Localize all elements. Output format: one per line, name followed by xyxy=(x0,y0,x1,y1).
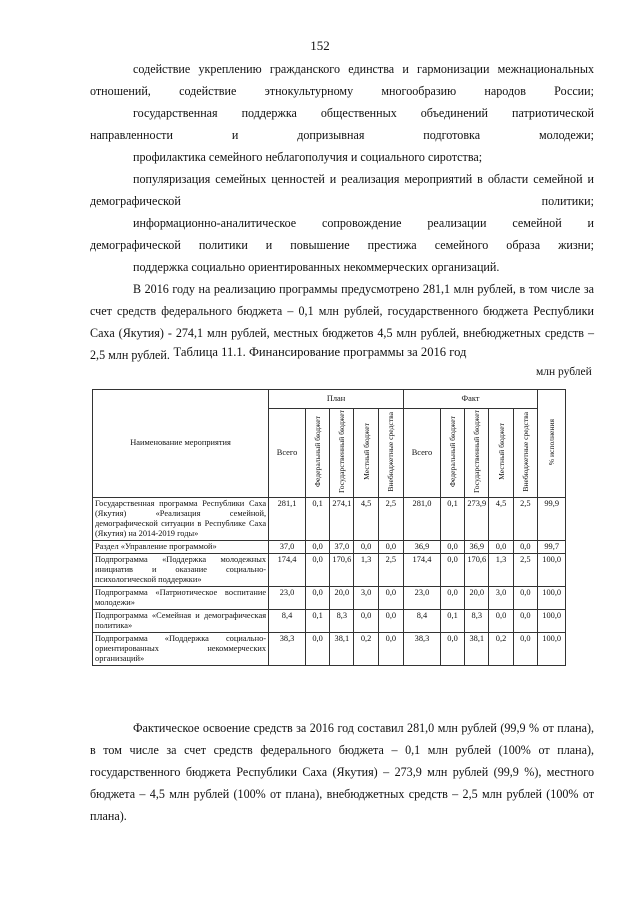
plan-total: 281,1 xyxy=(269,497,306,540)
fact-extra: 0,0 xyxy=(513,540,537,553)
fact-extra: 0,0 xyxy=(513,609,537,632)
fact-state: 20,0 xyxy=(465,586,489,609)
plan-local: 4,5 xyxy=(354,497,378,540)
fact-total: 174,4 xyxy=(404,553,441,586)
row-name: Подпрограмма «Поддержка молодежных инициатив и оказание социально-психологической поддержки» xyxy=(93,553,269,586)
header-fact-local: Местный бюджет xyxy=(489,409,513,498)
plan-federal: 0,1 xyxy=(305,609,329,632)
fact-local: 4,5 xyxy=(489,497,513,540)
header-fact-extra: Внебюджетные средства xyxy=(513,409,537,498)
fact-state: 38,1 xyxy=(465,632,489,665)
fact-local: 0,2 xyxy=(489,632,513,665)
fact-state: 8,3 xyxy=(465,609,489,632)
fact-extra: 0,0 xyxy=(513,632,537,665)
plan-total: 37,0 xyxy=(269,540,306,553)
paragraph: информационно-аналитическое сопровождение реализации семейной и демографической политики и повышение престижа семейного образа жизни; xyxy=(90,216,594,252)
header-plan-state: Государственный бюджет xyxy=(330,409,354,498)
header-plan-total: Всего xyxy=(269,409,306,498)
fact-local: 0,0 xyxy=(489,609,513,632)
plan-federal: 0,0 xyxy=(305,540,329,553)
plan-federal: 0,0 xyxy=(305,553,329,586)
fact-federal: 0,0 xyxy=(440,586,464,609)
plan-local: 0,2 xyxy=(354,632,378,665)
fact-extra: 0,0 xyxy=(513,586,537,609)
plan-federal: 0,0 xyxy=(305,632,329,665)
plan-local: 1,3 xyxy=(354,553,378,586)
fact-federal: 0,1 xyxy=(440,497,464,540)
percent: 100,0 xyxy=(537,553,565,586)
plan-local: 0,0 xyxy=(354,609,378,632)
fact-total: 36,9 xyxy=(404,540,441,553)
header-plan-local: Местный бюджет xyxy=(354,409,378,498)
page-number: 152 xyxy=(310,38,330,53)
fact-local: 0,0 xyxy=(489,540,513,553)
fact-total: 8,4 xyxy=(404,609,441,632)
paragraph: Фактическое освоение средств за 2016 год составил 281,0 млн рублей (99,9 % от плана), в том числе за счет средств федерального бюджета – 0,1 млн рублей (100% от плана), государственного бюджета Республики Саха (Якутия) – 273,9 млн рублей (99,9 %), местного бюджета – 4,5 млн рублей (100% от плана), внебюджетных средств – 2,5 млн рублей (100% от плана). xyxy=(90,721,594,823)
header-plan-federal: Федеральный бюджет xyxy=(305,409,329,498)
fact-state: 170,6 xyxy=(465,553,489,586)
paragraph: В 2016 году на реализацию программы предусмотрено 281,1 млн рублей, в том числе за счет средств федерального бюджета – 0,1 млн рублей, государственного бюджета Республики Саха (Якутия) - 274,1 млн рублей, местных бюджетов 4,5 млн рублей, внебюджетных средств – 2,5 млн рублей. xyxy=(90,282,594,362)
fact-state: 273,9 xyxy=(465,497,489,540)
plan-extra: 2,5 xyxy=(378,497,403,540)
plan-state: 37,0 xyxy=(330,540,354,553)
table-unit: млн рублей xyxy=(536,366,592,378)
plan-total: 38,3 xyxy=(269,632,306,665)
row-name: Подпрограмма «Поддержка социально-ориентированных некоммерческих организаций» xyxy=(93,632,269,665)
plan-extra: 2,5 xyxy=(378,553,403,586)
header-plan-extra: Внебюджетные средства xyxy=(378,409,403,498)
row-name: Подпрограмма «Семейная и демографическая политика» xyxy=(93,609,269,632)
header-fact-federal: Федеральный бюджет xyxy=(440,409,464,498)
plan-local: 3,0 xyxy=(354,586,378,609)
percent: 99,7 xyxy=(537,540,565,553)
plan-state: 170,6 xyxy=(330,553,354,586)
percent: 100,0 xyxy=(537,586,565,609)
plan-extra: 0,0 xyxy=(378,632,403,665)
header-fact-total: Всего xyxy=(404,409,441,498)
fact-extra: 2,5 xyxy=(513,553,537,586)
plan-state: 274,1 xyxy=(330,497,354,540)
plan-extra: 0,0 xyxy=(378,586,403,609)
plan-local: 0,0 xyxy=(354,540,378,553)
fact-federal: 0,0 xyxy=(440,553,464,586)
plan-total: 8,4 xyxy=(269,609,306,632)
row-name: Раздел «Управление программой» xyxy=(93,540,269,553)
percent: 100,0 xyxy=(537,632,565,665)
fact-extra: 2,5 xyxy=(513,497,537,540)
table-row xyxy=(93,586,596,609)
header-name: Наименование мероприятия xyxy=(93,390,269,498)
header-fact-state: Государственный бюджет xyxy=(465,409,489,498)
fact-federal: 0,0 xyxy=(440,632,464,665)
plan-federal: 0,1 xyxy=(305,497,329,540)
table-row xyxy=(93,540,596,553)
plan-state: 20,0 xyxy=(330,586,354,609)
paragraph: содействие укреплению гражданского единства и гармонизации межнациональных отношений, содействие этнокультурному многообразию народов России; xyxy=(90,62,594,98)
body-text xyxy=(90,58,594,366)
fact-total: 38,3 xyxy=(404,632,441,665)
paragraph: поддержка социально ориентированных некоммерческих организаций. xyxy=(133,260,500,274)
table-row xyxy=(93,632,596,665)
fact-state: 36,9 xyxy=(465,540,489,553)
header-fact: Факт xyxy=(404,390,538,409)
plan-extra: 0,0 xyxy=(378,609,403,632)
fact-federal: 0,1 xyxy=(440,609,464,632)
header-percent: % исполнения xyxy=(537,390,565,498)
paragraph: популяризация семейных ценностей и реализация мероприятий в области семейной и демографической политики; xyxy=(90,172,594,208)
plan-total: 174,4 xyxy=(269,553,306,586)
plan-total: 23,0 xyxy=(269,586,306,609)
financing-table xyxy=(92,389,596,666)
fact-local: 1,3 xyxy=(489,553,513,586)
table-row xyxy=(93,497,596,540)
summary-text xyxy=(90,717,594,827)
plan-extra: 0,0 xyxy=(378,540,403,553)
paragraph: государственная поддержка общественных объединений патриотической направленности и допризывная подготовка молодежи; xyxy=(90,106,594,142)
header-plan: План xyxy=(269,390,404,409)
percent: 99,9 xyxy=(537,497,565,540)
table-row xyxy=(93,609,596,632)
fact-local: 3,0 xyxy=(489,586,513,609)
fact-federal: 0,0 xyxy=(440,540,464,553)
plan-state: 38,1 xyxy=(330,632,354,665)
fact-total: 23,0 xyxy=(404,586,441,609)
table-row xyxy=(93,553,596,586)
percent: 100,0 xyxy=(537,609,565,632)
plan-federal: 0,0 xyxy=(305,586,329,609)
row-name: Государственная программа Республики Саха (Якутия) «Реализация семейной, демографической ситуации в Республике Саха (Якутия) на 2014-2019 годы» xyxy=(93,497,269,540)
fact-total: 281,0 xyxy=(404,497,441,540)
row-name: Подпрограмма «Патриотическое воспитание молодежи» xyxy=(93,586,269,609)
plan-state: 8,3 xyxy=(330,609,354,632)
paragraph: профилактика семейного неблагополучия и социального сиротства; xyxy=(133,150,483,164)
table-caption: Таблица 11.1. Финансирование программы за 2016 год xyxy=(173,345,467,359)
